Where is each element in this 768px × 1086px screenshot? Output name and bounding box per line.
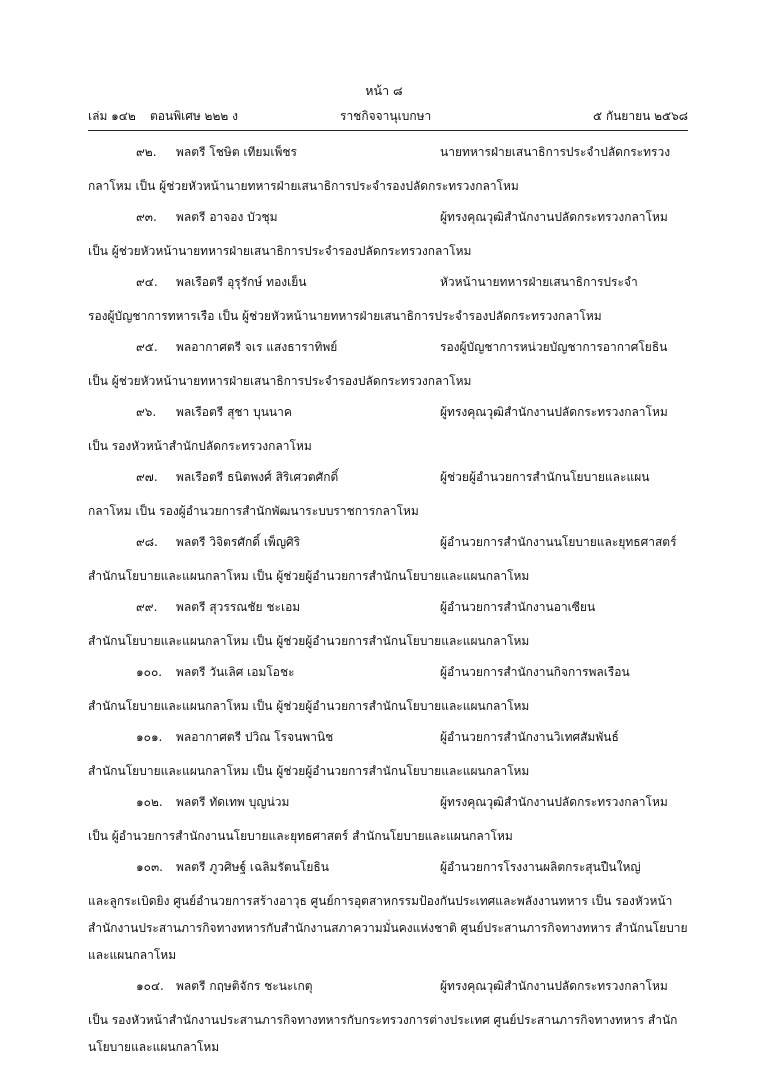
entry-number: ๑๐๒. xyxy=(136,795,163,809)
current-position: ผู้ทรงคุณวุฒิสำนักงานปลัดกระทรวงกลาโหม xyxy=(440,405,668,419)
entry-number: ๙๙. xyxy=(136,600,158,614)
officer-name: พลเรือตรี สุชา บุนนาค xyxy=(176,405,292,419)
volume-label: เล่ม ๑๔๒ xyxy=(88,109,136,123)
new-appointment: และลูกระเบิดยิง ศูนย์อำนวยการสร้างอาวุธ ศูนย์การอุตสาหกรรมป้องกันประเทศและพลังงานทหาร เป็น รองหัวหน้าสำนักงานประสานภารกิจทางทหารกับสำนักงานสภาความมั่นคงแห่งชาติ ศูนย์ประสานภารกิจทางทหาร สำนักนโยบายและแผนกลาโหม xyxy=(88,894,688,962)
new-appointment: เป็น ผู้ช่วยหัวหน้านายทหารฝ่ายเสนาธิการประจำรองปลัดกระทรวงกลาโหม xyxy=(88,244,472,258)
new-appointment: เป็น รองหัวหน้าสำนักงานประสานภารกิจทางทหารกับกระทรวงการต่างประเทศ ศูนย์ประสานภารกิจทางทหาร สำนักนโยบายและแผนกลาโหม xyxy=(88,1013,678,1054)
officer-name: พลตรี วิจิตรศักดิ์ เพ็ญศิริ xyxy=(176,535,301,549)
entry-number: ๙๒. xyxy=(136,145,157,159)
appointment-entry xyxy=(88,601,688,655)
officer-name: พลตรี ภูวศิษฐ์ เฉลิมรัตนโยธิน xyxy=(176,860,329,874)
new-appointment: สำนักนโยบายและแผนกลาโหม เป็น ผู้ช่วยผู้อำนวยการสำนักนโยบายและแผนกลาโหม xyxy=(88,569,530,583)
current-position: ผู้ทรงคุณวุฒิสำนักงานปลัดกระทรวงกลาโหม xyxy=(440,795,668,809)
page-number: หน้า ๘ xyxy=(365,83,403,98)
new-appointment: เป็น ผู้อำนวยการสำนักงานนโยบายและยุทธศาสตร์ สำนักนโยบายและแผนกลาโหม xyxy=(88,829,513,843)
publication-date: ๕ กันยายน ๒๕๖๘ xyxy=(592,109,688,123)
officer-name: พลตรี สุวรรณชัย ชะเอม xyxy=(176,600,301,614)
new-appointment: สำนักนโยบายและแผนกลาโหม เป็น ผู้ช่วยผู้อำนวยการสำนักนโยบายและแผนกลาโหม xyxy=(88,634,530,648)
current-position: ผู้อำนวยการสำนักงานนโยบายและยุทธศาสตร์ xyxy=(440,535,677,549)
entry-number: ๑๐๔. xyxy=(136,979,164,993)
appointment-entry xyxy=(88,536,688,590)
entry-number: ๑๐๓. xyxy=(136,860,163,874)
current-position: ผู้อำนวยการสำนักงานอาเซียน xyxy=(440,600,596,614)
officer-name: พลตรี กฤษติจักร ชะนะเกตุ xyxy=(176,979,313,993)
officer-name: พลเรือตรี อุรุรักษ์ ทองเย็น xyxy=(176,275,307,289)
new-appointment: สำนักนโยบายและแผนกลาโหม เป็น ผู้ช่วยผู้อำนวยการสำนักนโยบายและแผนกลาโหม xyxy=(88,699,530,713)
officer-name: พลอากาศตรี จเร แสงธาราทิพย์ xyxy=(176,340,338,354)
officer-name: พลเรือตรี ธนิตพงศ์ สิริเศวตศักดิ์ xyxy=(176,470,339,484)
current-position: ผู้อำนวยการโรงงานผลิตกระสุนปืนใหญ่ xyxy=(440,860,641,874)
appointment-entry xyxy=(88,146,688,200)
officer-name: พลตรี อาจอง บัวชุม xyxy=(176,210,278,224)
entry-number: ๑๐๑. xyxy=(136,730,163,744)
officer-name: พลตรี โชษิต เทียมเพ็ชร xyxy=(176,145,297,159)
entry-number: ๙๘. xyxy=(136,535,158,549)
new-appointment: กลาโหม เป็น รองผู้อำนวยการสำนักพัฒนาระบบราชการกลาโหม xyxy=(88,504,419,518)
current-position: รองผู้บัญชาการหน่วยบัญชาการอากาศโยธิน xyxy=(440,340,668,354)
current-position: หัวหน้านายทหารฝ่ายเสนาธิการประจำ xyxy=(440,275,638,289)
new-appointment: รองผู้บัญชาการทหารเรือ เป็น ผู้ช่วยหัวหน้านายทหารฝ่ายเสนาธิการประจำรองปลัดกระทรวงกลาโหม xyxy=(88,309,602,323)
new-appointment: เป็น ผู้ช่วยหัวหน้านายทหารฝ่ายเสนาธิการประจำรองปลัดกระทรวงกลาโหม xyxy=(88,374,472,388)
appointment-entry xyxy=(88,666,688,720)
gazette-header xyxy=(88,110,688,126)
current-position: ผู้อำนวยการสำนักงานกิจการพลเรือน xyxy=(440,665,630,679)
entry-number: ๙๗. xyxy=(136,470,158,484)
entry-number: ๙๖. xyxy=(136,405,157,419)
entry-number: ๙๕. xyxy=(136,340,158,354)
appointment-entry xyxy=(88,471,688,525)
entry-number: ๙๔. xyxy=(136,275,158,289)
officer-name: พลตรี ทัดเทพ บุญน่วม xyxy=(176,795,290,809)
appointment-entry xyxy=(88,211,688,265)
header-divider xyxy=(88,130,688,131)
entry-number: ๙๓. xyxy=(136,210,157,224)
current-position: ผู้อำนวยการสำนักงานวิเทศสัมพันธ์ xyxy=(440,730,619,744)
current-position: ผู้ทรงคุณวุฒิสำนักงานปลัดกระทรวงกลาโหม xyxy=(440,979,668,993)
appointment-entry xyxy=(88,980,688,1061)
appointment-entry xyxy=(88,341,688,395)
appointment-entry xyxy=(88,276,688,330)
new-appointment: เป็น รองหัวหน้าสำนักปลัดกระทรวงกลาโหม xyxy=(88,439,312,453)
appointment-entry xyxy=(88,796,688,850)
gazette-title: ราชกิจจานุเบกษา xyxy=(340,109,432,123)
officer-name: พลอากาศตรี ปวิณ โรจนพานิช xyxy=(176,730,334,744)
issue-label: ตอนพิเศษ ๒๒๒ ง xyxy=(150,109,238,123)
current-position: นายทหารฝ่ายเสนาธิการประจำปลัดกระทรวง xyxy=(440,145,671,159)
entry-number: ๑๐๐. xyxy=(136,665,163,679)
appointment-entry xyxy=(88,406,688,460)
officer-name: พลตรี วันเลิศ เอมโอชะ xyxy=(176,665,295,679)
new-appointment: กลาโหม เป็น ผู้ช่วยหัวหน้านายทหารฝ่ายเสนาธิการประจำรองปลัดกระทรวงกลาโหม xyxy=(88,179,519,193)
appointment-list xyxy=(88,146,688,1072)
appointment-entry xyxy=(88,731,688,785)
appointment-entry xyxy=(88,861,688,969)
new-appointment: สำนักนโยบายและแผนกลาโหม เป็น ผู้ช่วยผู้อำนวยการสำนักนโยบายและแผนกลาโหม xyxy=(88,764,530,778)
current-position: ผู้ช่วยผู้อำนวยการสำนักนโยบายและแผน xyxy=(440,470,650,484)
current-position: ผู้ทรงคุณวุฒิสำนักงานปลัดกระทรวงกลาโหม xyxy=(440,210,668,224)
